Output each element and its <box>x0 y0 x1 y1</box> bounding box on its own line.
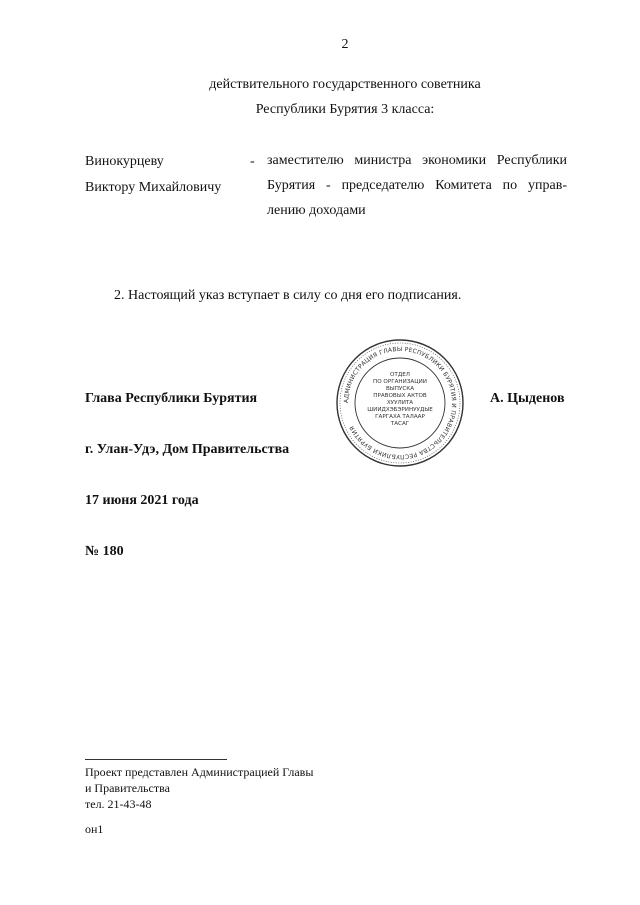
footnote-phone: тел. 21-43-48 <box>85 797 152 811</box>
seal-line-8: ТАСАГ <box>390 421 410 427</box>
person-given-name: Виктору Михайловичу <box>85 180 222 195</box>
position-description <box>267 148 567 223</box>
heading-line-2: Республики Бурятия 3 класса: <box>255 102 435 117</box>
person-surname: Винокурцеву <box>85 154 164 169</box>
seal-line-4: ПРАВОВЫХ АКТОВ <box>373 393 427 399</box>
seal-line-6: ШИИДХЭБЭРИНУУДЫЕ <box>367 407 433 413</box>
footnote-divider <box>85 759 227 760</box>
position-line-3: лению доходами <box>267 203 366 218</box>
place-of-signing: г. Улан-Удэ, Дом Правительства <box>85 442 290 457</box>
clause-2: 2. Настоящий указ вступает в силу со дня его подписания. <box>114 288 462 303</box>
heading-line-1: действительного государственного советника <box>209 77 481 92</box>
position-line-2: Бурятия - председателю Комитета по управ- <box>267 178 567 193</box>
footnote-line-1: Проект представлен Администрацией Главы <box>85 765 314 779</box>
seal-line-7: ГАРГАХА ТАЛААР <box>375 414 425 420</box>
page-number: 2 <box>341 37 349 52</box>
position-line-1: заместителю министра экономики Республики <box>267 153 567 168</box>
footnote-code: он1 <box>85 822 104 836</box>
signatory-name: А. Цыденов <box>490 391 565 406</box>
decree-date: 17 июня 2021 года <box>85 493 199 508</box>
seal-line-1: ОТДЕЛ <box>390 372 410 378</box>
seal-line-5: ХУУЛИТА <box>386 400 414 406</box>
seal-line-2: ПО ОРГАНИЗАЦИИ <box>373 379 427 385</box>
official-seal <box>335 338 465 468</box>
signatory-title: Глава Республики Бурятия <box>85 391 258 406</box>
seal-ring-text: АДМИНИСТРАЦИЯ ГЛАВЫ РЕСПУБЛИКИ БУРЯТИЯ И ПРАВИТЕЛЬСТВА РЕСПУБЛИКИ БУРЯТИЯ <box>342 345 458 461</box>
seal-line-3: ВЫПУСКА <box>385 386 415 392</box>
decree-number: № 180 <box>85 544 124 559</box>
footnote-line-2: и Правительства <box>85 781 170 795</box>
dash: - <box>250 154 255 169</box>
